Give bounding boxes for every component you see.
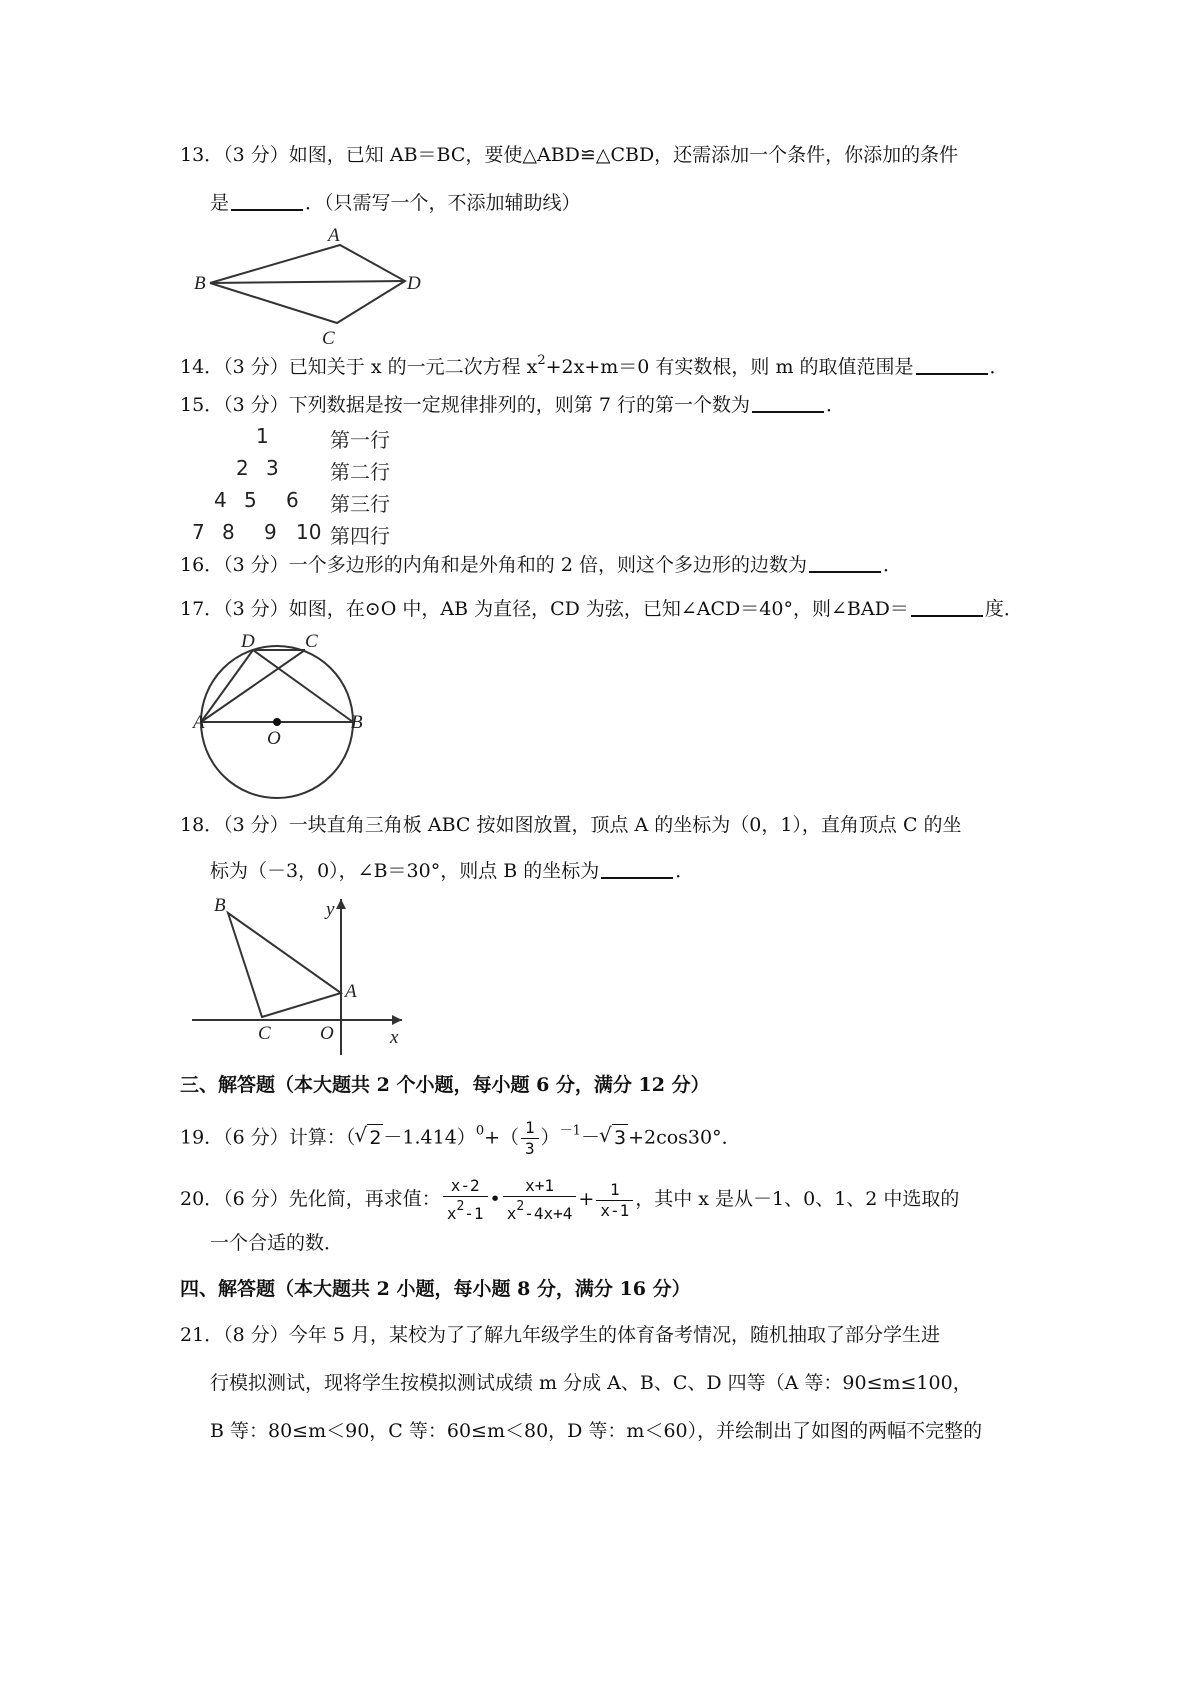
q20-f1-den-exp: 2 (456, 1199, 465, 1214)
q20-f1-num: x-2 (443, 1176, 488, 1197)
q18-label-x: x (390, 1027, 399, 1048)
q20-f2-num: x+1 (503, 1176, 577, 1197)
q20-f2-den-base: x (506, 1204, 517, 1223)
q14-pre: 14．（3 分）已知关于 x 的一元二次方程 x (180, 356, 538, 378)
q15-pre: 15．（3 分）下列数据是按一定规律排列的，则第 7 行的第一个数为 (180, 394, 750, 416)
q13-label-d: D (407, 273, 421, 294)
q16-answer-blank[interactable] (809, 553, 881, 573)
q15-line (180, 392, 845, 418)
q18-line2-pre: 标为（－3，0），∠B＝30°，则点 B 的坐标为 (210, 860, 600, 882)
q15-num: 10 (296, 520, 322, 544)
q16-line (180, 552, 902, 578)
q14-answer-blank[interactable] (916, 355, 988, 375)
q18-label-y: y (326, 899, 335, 920)
q19-plus: +（ (484, 1126, 520, 1149)
q19-close: ） (540, 1126, 560, 1149)
q15-number-triangle (190, 422, 430, 552)
section-4-heading: 四、解答题（本大题共 2 小题，每小题 8 分，满分 16 分） (180, 1278, 691, 1300)
q14-mid: +2x+m＝0 有实数根，则 m 的取值范围是 (545, 356, 914, 378)
q17-label-c: C (305, 631, 318, 652)
q21-line3: B 等：80≤m＜90，C 等：60≤m＜80，D 等：m＜60），并绘制出了如图的两幅不完整的 (210, 1420, 983, 1442)
q18-answer-blank[interactable] (601, 859, 673, 879)
q19-frac-num: 1 (521, 1118, 539, 1139)
q16-pre: 16．（3 分）一个多边形的内角和是外角和的 2 倍，则这个多边形的边数为 (180, 554, 807, 576)
q20-fraction-2 (503, 1176, 577, 1224)
q20-fraction-3 (596, 1180, 633, 1221)
q17-label-o: O (267, 728, 281, 749)
q19-mid: －1.414） (383, 1126, 476, 1149)
q15-answer-blank[interactable] (752, 393, 824, 413)
q15-num: 9 (264, 520, 277, 544)
q15-num: 2 (236, 456, 249, 480)
q19-sqrt-3: √ 3 (612, 1124, 628, 1151)
q18-label-a: A (345, 981, 357, 1002)
q18-line2 (210, 858, 694, 884)
q17-label-b: B (351, 712, 363, 733)
q20-f2-den-exp: 2 (516, 1199, 525, 1214)
q15-row-label: 第二行 (330, 460, 390, 484)
q20-line2: 一个合适的数． (210, 1232, 344, 1254)
q15-num: 4 (214, 488, 227, 512)
q17-circle-figure (195, 632, 385, 802)
q18-line2-post: ． (675, 860, 695, 882)
q20-line1 (180, 1176, 959, 1224)
q15-num: 7 (192, 520, 205, 544)
q14-exponent: 2 (537, 353, 546, 368)
q20-f2-den-rest: -4x+4 (524, 1204, 573, 1223)
q18-label-b: B (214, 895, 226, 916)
q19-minus: － (580, 1126, 600, 1149)
q20-f1-den (443, 1197, 488, 1224)
q18-label-o: O (320, 1023, 334, 1044)
q20-fraction-1 (443, 1176, 488, 1224)
q14-post: ． (989, 356, 1009, 378)
q13-answer-blank[interactable] (231, 191, 303, 211)
q13-kite-figure (194, 225, 440, 358)
q15-row-label: 第三行 (330, 492, 390, 516)
q20-f3-num: 1 (596, 1180, 633, 1201)
q20-f1-den-rest: -1 (464, 1204, 484, 1223)
q15-num: 5 (244, 488, 257, 512)
q19-frac-den: 3 (525, 1139, 535, 1158)
q16-post: ． (882, 554, 902, 576)
q19-exponent-neg: －1 (559, 1123, 581, 1139)
q19-exponent-0: 0 (475, 1123, 485, 1139)
q17-pre: 17．（3 分）如图，在⊙O 中，AB 为直径，CD 为弦，已知∠ACD＝40°，则∠BAD＝ (180, 598, 909, 620)
q20-f2-den (503, 1197, 577, 1224)
q21-line2: 行模拟测试，现将学生按模拟测试成绩 m 分成 A、B、C、D 四等（A 等：90≤m≤100， (210, 1372, 972, 1394)
q13-line2 (210, 190, 581, 216)
q19-sqrt-2: √ 2 (367, 1124, 383, 1151)
q15-num: 1 (256, 424, 269, 448)
q19-fraction (521, 1118, 539, 1159)
q17-label-a: A (193, 712, 205, 733)
q20-f3-den: x-1 (600, 1200, 630, 1220)
q21-line1: 21．（8 分）今年 5 月，某校为了了解九年级学生的体育备考情况，随机抽取了部分学生进 (180, 1324, 940, 1346)
q13-line2-post: ．（只需写一个，不添加辅助线） (305, 192, 581, 214)
q14-line (180, 348, 1009, 380)
q15-row-label: 第一行 (330, 428, 390, 452)
q15-row-label: 第四行 (330, 524, 390, 548)
q20-f1-den-base: x (446, 1204, 457, 1223)
q17-answer-blank[interactable] (911, 597, 983, 617)
q18-line1: 18．（3 分）一块直角三角板 ABC 按如图放置，顶点 A 的坐标为（0，1），直角顶点 C 的坐 (180, 814, 962, 836)
q18-label-c: C (258, 1023, 271, 1044)
q19-post: +2cos30°． (628, 1126, 741, 1149)
q15-num: 8 (222, 520, 235, 544)
section-3-heading: 三、解答题（本大题共 2 个小题，每小题 6 分，满分 12 分） (180, 1074, 710, 1096)
q17-post: 度． (984, 598, 1023, 620)
q13-label-b: B (194, 273, 206, 294)
q15-post: ． (825, 394, 845, 416)
q13-line2-pre: 是 (210, 192, 230, 214)
q15-num: 3 (266, 456, 279, 480)
q17-line (180, 596, 1023, 622)
q20-plus: + (578, 1188, 595, 1210)
q13-label-a: A (328, 225, 340, 246)
q13-label-c: C (322, 328, 335, 349)
q20-dot: • (489, 1188, 501, 1210)
q15-num: 6 (286, 488, 299, 512)
q19-pre: 19．（6 分）计算：（ (180, 1126, 356, 1149)
q13-line1: 13．（3 分）如图，已知 AB＝BC，要使△ABD≌△CBD，还需添加一个条件，你添加的条件 (180, 144, 959, 166)
q18-triangle-figure (190, 893, 420, 1063)
q19-line (180, 1118, 741, 1159)
q17-label-d: D (241, 631, 255, 652)
q20-pre: 20．（6 分）先化简，再求值： (180, 1188, 441, 1210)
q20-post: ，其中 x 是从－1、0、1、2 中选取的 (635, 1188, 960, 1210)
